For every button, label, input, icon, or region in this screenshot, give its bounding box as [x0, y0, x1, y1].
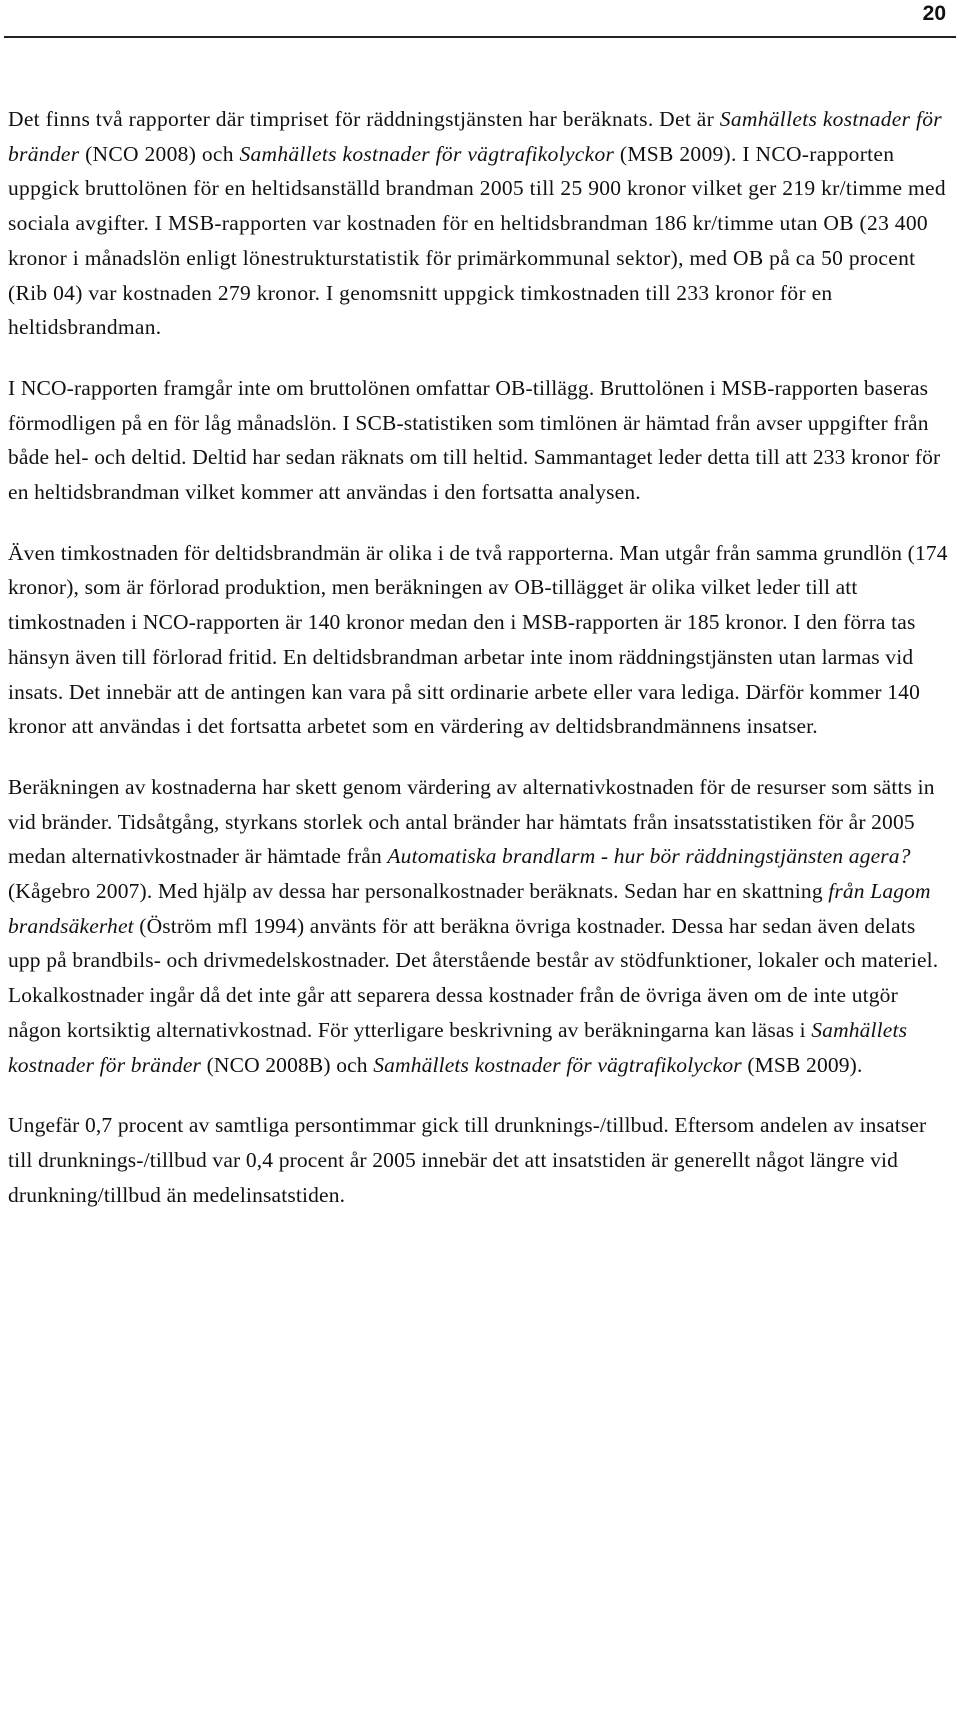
text-segment: (NCO 2008) och	[79, 141, 240, 166]
text-segment: I NCO-rapporten framgår inte om bruttolönen omfattar OB-tillägg. Bruttolönen i MSB-rapporten baseras förmodligen på en för låg månadslön. I SCB-statistiken som timlönen är hämtad från avser uppgifter från både hel- och deltid. Deltid har sedan räknats om till heltid. Sammantaget leder detta till att 233 kronor för en heltidsbrandman vilket kommer att användas i den fortsatta analysen.	[8, 375, 941, 505]
text-segment: Även timkostnaden för deltidsbrandmän är olika i de två rapporterna. Man utgår från samma grundlön (174 kronor), som är förlorad produktion, men beräkningen av OB-tillägget är olika vilket leder till att timkostnaden i NCO-rapporten är 140 kronor medan den i MSB-rapporten är 185 kronor. I den förra tas hänsyn även till förlorad fritid. En deltidsbrandman arbetar inte inom räddningstjänsten utan larmas vid insats. Det innebär att de antingen kan vara på sitt ordinarie arbete eller vara lediga. Därför kommer 140 kronor att användas i det fortsatta arbetet som en värdering av deltidsbrandmännens insatser.	[8, 540, 948, 739]
text-segment: (MSB 2009). I NCO-rapporten uppgick bruttolönen för en heltidsanställd brandman 2005 till 25 900 kronor vilket ger 219 kr/timme med sociala avgifter. I MSB-rapporten var kostnaden för en heltidsbrandman 186 kr/timme utan OB (23 400 kronor i månadslön enligt lönestrukturstatistik för primärkommunal sektor), med OB på ca 50 procent (Rib 04) var kostnaden 279 kronor. I genomsnitt uppgick timkostnaden till 233 kronor för en heltidsbrandman.	[8, 141, 946, 340]
page-header	[0, 0, 960, 46]
header-rule	[4, 36, 956, 38]
paragraph-2	[8, 371, 948, 510]
paragraph-1	[8, 102, 948, 345]
text-segment: (NCO 2008B) och	[201, 1052, 374, 1077]
text-segment: Det finns två rapporter där timpriset för räddningstjänsten har beräknats. Det är	[8, 107, 720, 131]
text-segment: (Kågebro 2007). Med hjälp av dessa har personalkostnader beräknats. Sedan har en skattning	[8, 879, 829, 904]
page-number: 20	[922, 2, 946, 25]
title-citation: Samhällets kostnader för bränder	[8, 107, 942, 166]
body-text	[8, 102, 948, 1238]
paragraph-3	[8, 536, 948, 744]
title-citation: Samhällets kostnader för vägtrafikolyckor	[239, 141, 615, 166]
text-segment: Ungefär 0,7 procent av samtliga persontimmar gick till drunknings-/tillbud. Eftersom andelen av insatser till drunknings-/tillbud var 0,4 procent år 2005 innebär det att insatstiden är generellt något längre vid drunkning/tillbud än medelinsatstiden.	[8, 1113, 927, 1207]
title-citation: från Lagom brandsäkerhet	[8, 879, 931, 938]
paragraph-5	[8, 1108, 948, 1212]
text-segment: Beräkningen av kostnaderna har skett genom värdering av alternativkostnaden för de resurser som sätts in vid bränder. Tidsåtgång, styrkans storlek och antal bränder har hämtats från insatsstatistiken för år 2005 medan alternativkostnader är hämtade från	[8, 774, 935, 869]
text-segment: (MSB 2009).	[741, 1052, 863, 1077]
title-citation: Samhällets kostnader för bränder	[8, 1017, 908, 1077]
text-segment: (Öström mfl 1994) använts för att beräkna övriga kostnader. Dessa har sedan även delats upp på brandbils- och drivmedelskostnader. Det återstående består av stödfunktioner, lokaler och materiel. Lokalkostnader ingår då det inte går att separera dessa kostnader från de övriga även om de inte utgör någon kortsiktig alternativkostnad. För ytterligare beskrivning av beräkningarna kan läsas i	[8, 913, 939, 1042]
paragraph-4	[8, 770, 948, 1082]
title-citation: Samhällets kostnader för vägtrafikolyckor	[373, 1052, 742, 1077]
title-citation: Automatiska brandlarm - hur bör räddningstjänsten agera?	[387, 844, 911, 869]
